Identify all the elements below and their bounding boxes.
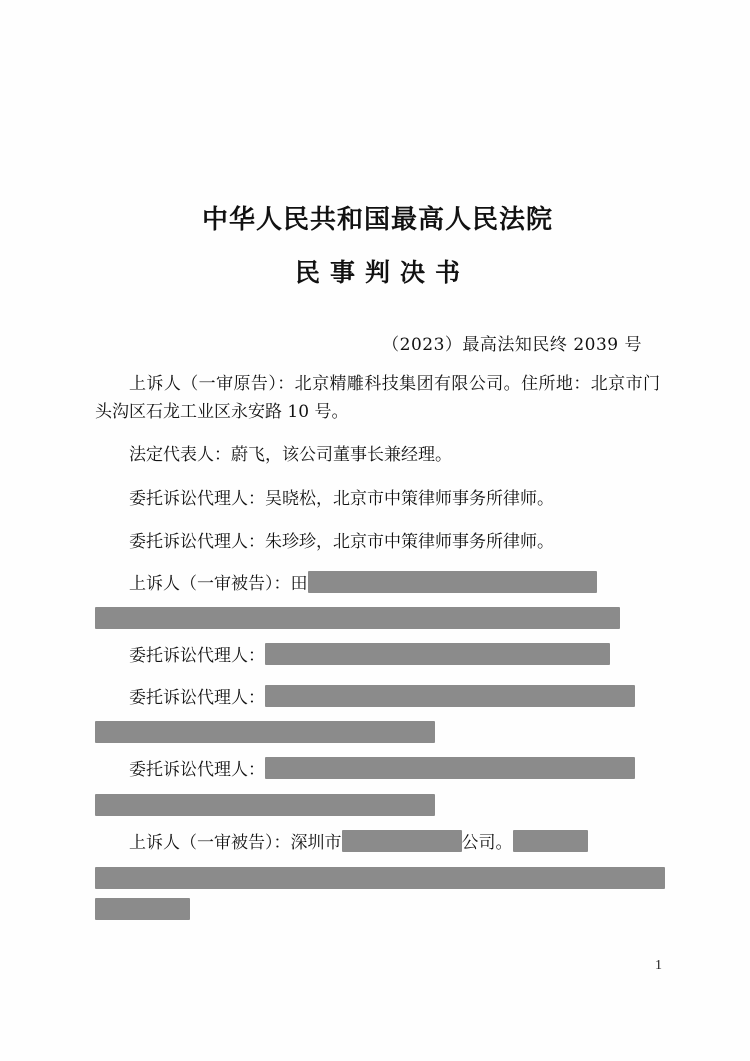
document-type-title: 民事判决书 [294, 258, 470, 288]
redaction-bar [265, 757, 635, 779]
agent-3-label: 委托诉讼代理人： [129, 646, 265, 667]
redaction-bar [95, 607, 620, 629]
agent-4-label: 委托诉讼代理人： [129, 687, 265, 708]
redaction-bar [342, 830, 462, 852]
appellant-defendant-2-label-before: 上诉人（一审被告）：深圳市 [129, 832, 342, 853]
redaction-bar [95, 721, 435, 743]
appellant-defendant-1-label: 上诉人（一审被告）：田 [129, 573, 308, 594]
page-title: 中华人民共和国最高人民法院 [201, 205, 553, 235]
case-number: （2023）最高法知民终 2039 号 [382, 335, 642, 356]
redaction-bar [513, 830, 588, 852]
redaction-bar [308, 571, 597, 593]
paragraph-appellant-defendant-1 [95, 571, 660, 630]
redaction-bar [95, 867, 665, 889]
paragraph-agent-5 [95, 757, 660, 816]
redaction-bar [95, 898, 190, 920]
paragraph-appellant-defendant-2 [95, 830, 660, 920]
paragraph-agent-4 [95, 685, 660, 744]
page-number: 1 [655, 958, 662, 973]
document-body [95, 0, 660, 920]
redaction-bar [95, 794, 435, 816]
agent-5-label: 委托诉讼代理人： [129, 760, 265, 781]
paragraph-agent-1: 委托诉讼代理人：吴晓松，北京市中策律师事务所律师。 [129, 488, 554, 509]
paragraph-legal-representative: 法定代表人：蔚飞，该公司董事长兼经理。 [129, 445, 452, 466]
redaction-bar [265, 643, 610, 665]
paragraph-agent-2: 委托诉讼代理人：朱珍珍，北京市中策律师事务所律师。 [129, 532, 554, 553]
paragraph-agent-3 [95, 643, 660, 671]
paragraph-appellant-plaintiff: 上诉人（一审原告）：北京精雕科技集团有限公司。住所地：北京市门头沟区石龙工业区永安路 10 号。 [95, 374, 660, 422]
appellant-defendant-2-label-mid: 公司。 [461, 832, 513, 853]
redaction-bar [265, 685, 635, 707]
